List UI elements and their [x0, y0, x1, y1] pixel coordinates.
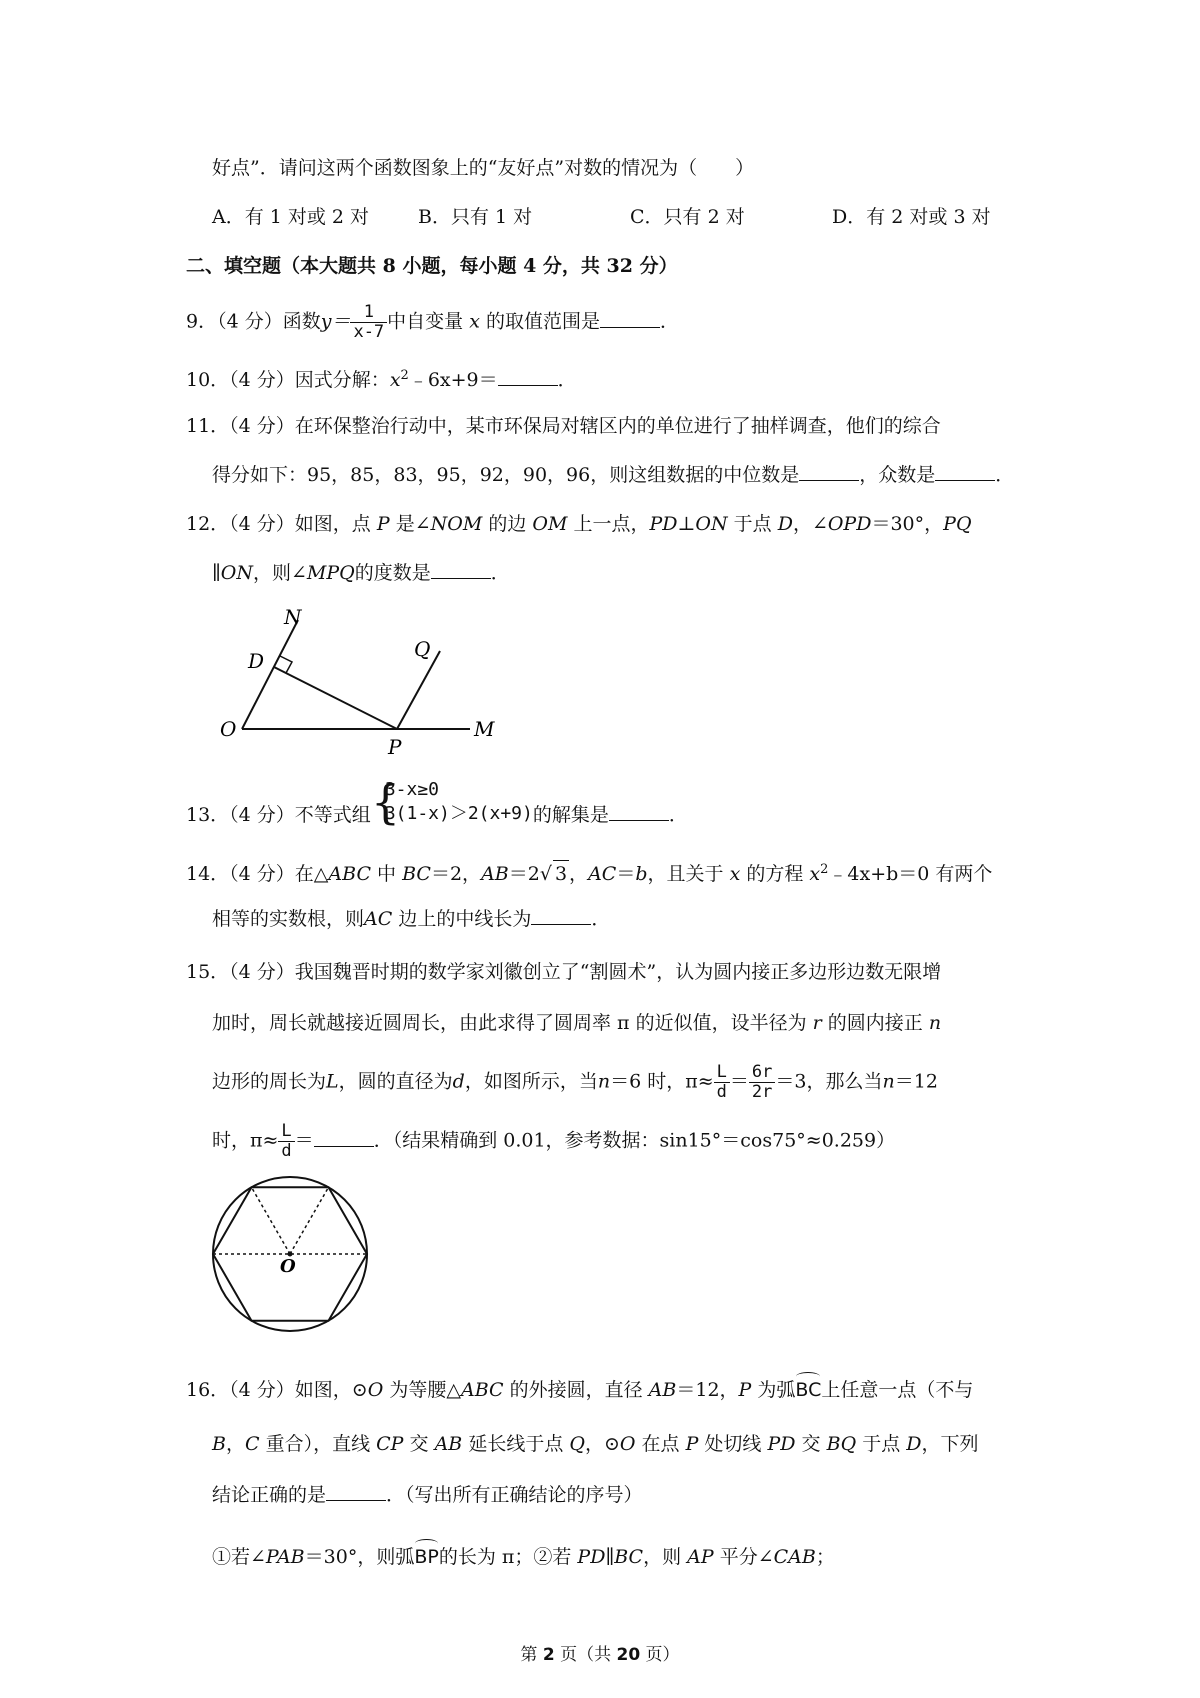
- q12-t7: ，∠: [792, 513, 828, 535]
- q12-t11: 的度数是: [354, 562, 431, 584]
- q11-text-b: ，众数是: [859, 464, 936, 486]
- q16-t16: ，下列: [921, 1433, 979, 1455]
- q16-D: D: [906, 1433, 922, 1455]
- q12-t6: 于点: [733, 513, 772, 535]
- frac-den: 2r: [749, 1082, 775, 1102]
- q16-t12: 在点: [641, 1433, 680, 1455]
- question-16-line1: [186, 1377, 973, 1403]
- segment-PD: [274, 667, 397, 729]
- footer-text-c: 页）: [640, 1645, 680, 1665]
- question-13: [186, 775, 688, 840]
- fraction-6r-over-2r: [749, 1063, 775, 1102]
- figure-12-diagram: [212, 606, 512, 756]
- q12-OPD: OPD: [827, 513, 872, 535]
- question-14-line2: [212, 906, 610, 932]
- q16-t4: ＝12，: [676, 1379, 739, 1401]
- q11-text-a: 得分如下：95，85，83，95，92，90，96，则这组数据的中位数是: [212, 464, 800, 486]
- answer-blank: [498, 367, 558, 386]
- answer-blank: [799, 462, 859, 481]
- arc-BP: BP: [414, 1546, 439, 1568]
- frac-den: d: [278, 1141, 294, 1161]
- q12-t9: ∥: [212, 562, 221, 584]
- q9-fraction-den: x-7: [350, 322, 387, 342]
- q12-end: ．: [490, 562, 510, 584]
- choice-a: A．有 1 对或 2 对: [212, 206, 370, 228]
- q15-n3: n: [882, 1070, 895, 1093]
- q16-t7: ，: [225, 1433, 245, 1455]
- answer-blank: [935, 462, 995, 481]
- q12-D: D: [777, 513, 793, 535]
- q16-t8: 重合），直线: [265, 1433, 371, 1455]
- q12-OM: OM: [532, 513, 568, 535]
- label-O: O: [220, 717, 237, 741]
- q16-t24: 平分∠: [719, 1546, 774, 1568]
- q15-t7: ＝3，那么当: [775, 1070, 883, 1093]
- answer-blank: [314, 1128, 374, 1147]
- q15-t11: ．（结果精确到 0.01，参考数据：sin15°＝cos75°≈0.259）: [373, 1129, 896, 1152]
- q12-t5: ⊥: [677, 513, 696, 535]
- q14-t1: 14．（4 分）在△: [186, 863, 329, 885]
- q10-end: ．: [557, 369, 577, 391]
- footer-text-a: 第: [520, 1645, 543, 1665]
- figure-15-diagram: [208, 1172, 372, 1336]
- q10-x: x: [389, 369, 401, 391]
- q9-suffix: 中自变量: [387, 310, 464, 333]
- q12-NOM: NOM: [430, 513, 483, 535]
- q10-prefix: 10．（4 分）因式分解：: [186, 369, 390, 391]
- q15-d: d: [452, 1070, 465, 1093]
- q16-P: P: [738, 1379, 752, 1401]
- q16-t2: 为等腰△: [389, 1379, 461, 1401]
- q14-t3: ＝2，: [430, 863, 482, 885]
- frac-den: d: [714, 1082, 730, 1102]
- q15-t6: ＝6 时，π≈: [610, 1070, 714, 1093]
- q9-fraction-num: 1: [363, 302, 374, 322]
- q14-t8: 的方程: [746, 863, 804, 885]
- q15-n2: n: [597, 1070, 611, 1093]
- q15-r: r: [812, 1012, 822, 1034]
- q11-end: ．: [995, 464, 1015, 486]
- q14-t10: 相等的实数根，则: [212, 908, 365, 930]
- frac-num: 6r: [751, 1062, 773, 1082]
- q9-fraction: [350, 303, 387, 342]
- footer-text-b: 页（共: [554, 1645, 617, 1665]
- q16-BQ: BQ: [826, 1433, 857, 1455]
- question-16-line4: [212, 1544, 835, 1570]
- q16-t9: 交: [409, 1433, 429, 1455]
- answer-blank: [326, 1482, 386, 1501]
- q12-ON: ON: [695, 513, 728, 535]
- question-11-line1: 11．（4 分）在环保整治行动中，某市环保局对辖区内的单位进行了抽样调查，他们的综合: [186, 415, 941, 437]
- q14-ABC: ABC: [328, 863, 371, 885]
- q14-t2: 中: [377, 863, 397, 885]
- q12-t4: 上一点，: [573, 513, 650, 535]
- q15-n: n: [928, 1012, 942, 1034]
- inequality-2: 3(1-x)＞2(x+9): [384, 803, 533, 824]
- q14-t4: ＝2: [508, 863, 540, 885]
- answer-blank: [600, 309, 660, 328]
- q15-t5: ，如图所示，当: [464, 1070, 598, 1093]
- q16-t19: ①若∠: [212, 1546, 266, 1568]
- q15-t2: 的圆内接正: [827, 1012, 923, 1034]
- choice-c: C．只有 2 对: [630, 206, 745, 228]
- sqrt-sign: √: [539, 863, 552, 885]
- fraction-L-over-d: [714, 1063, 730, 1102]
- answer-blank: [431, 560, 491, 579]
- question-9: [186, 303, 679, 342]
- q16-CP: CP: [376, 1433, 404, 1455]
- q16-t5: 为弧: [757, 1379, 796, 1401]
- q14-t6: ＝: [616, 863, 636, 885]
- q12-t8: ＝30°，: [871, 513, 944, 535]
- question-16-line3: [212, 1482, 643, 1508]
- q14-AB: AB: [481, 863, 509, 885]
- page-footer: [0, 1640, 1200, 1665]
- q16-t25: ；: [815, 1546, 835, 1568]
- q14-BC: BC: [402, 863, 431, 885]
- q9-y: y＝: [320, 310, 351, 333]
- q16-t14: 交: [801, 1433, 821, 1455]
- q16-t6: 上任意一点（不与: [821, 1379, 974, 1401]
- label-M: M: [474, 717, 495, 741]
- inequality-1: 3-x≥0: [384, 779, 439, 800]
- q12-ON-2: ON: [220, 562, 253, 584]
- label-O: O: [280, 1256, 296, 1277]
- q16-BC: BC: [614, 1546, 644, 1568]
- q8-tail-text: 好点”．请问这两个函数图象上的“友好点”对数的情况为（ ）: [212, 157, 755, 179]
- question-15-line4: [212, 1122, 895, 1161]
- q10-expr: ﹣6x+9＝: [408, 369, 498, 391]
- label-P: P: [388, 735, 402, 756]
- q14-t9: ﹣4x+b＝0 有两个: [828, 863, 993, 885]
- q12-PQ: PQ: [943, 513, 972, 535]
- q12-t10: ，则∠: [252, 562, 307, 584]
- q14-x: x: [729, 863, 741, 885]
- q12-PD: PD: [649, 513, 678, 535]
- frac-num: L: [281, 1121, 292, 1141]
- ray-PQ: [397, 651, 440, 729]
- q14-end: ．: [591, 908, 611, 930]
- q14-x2: x: [809, 863, 821, 885]
- dashed-radius-right: [290, 1187, 329, 1254]
- q15-L: L: [326, 1070, 339, 1093]
- q16-t1: 16．（4 分）如图，⊙: [186, 1379, 368, 1401]
- q15-t4: ，圆的直径为: [338, 1070, 453, 1093]
- q16-t13: 处切线: [704, 1433, 762, 1455]
- q14-AC-2: AC: [364, 908, 393, 930]
- q15-t10: ＝: [294, 1129, 314, 1152]
- label-D: D: [248, 649, 265, 673]
- q16-O: O: [367, 1379, 384, 1401]
- q16-P-2: P: [685, 1433, 699, 1455]
- section-title: 二、填空题（本大题共 8 小题，每小题 4 分，共 32 分）: [186, 255, 678, 277]
- q12-P: P: [376, 513, 390, 535]
- question-15-line1: 15．（4 分）我国魏晋时期的数学家刘徽创立了“割圆术”，认为圆内接正多边形边数无限增: [186, 961, 942, 983]
- q13-suffix: 的解集是: [532, 804, 609, 826]
- fraction-L-over-d-2: [278, 1122, 294, 1161]
- q15-t9: 时，π≈: [212, 1129, 279, 1152]
- choice-b: B．只有 1 对: [418, 206, 533, 228]
- question-10: [186, 363, 577, 393]
- question-12-line2: [212, 560, 510, 586]
- q15-t3: 边形的周长为: [212, 1070, 327, 1093]
- q16-t22: ∥: [605, 1546, 615, 1568]
- q15-eq: ＝: [729, 1070, 749, 1093]
- q16-t17: 结论正确的是: [212, 1484, 327, 1506]
- q13-prefix: 13．（4 分）不等式组: [186, 804, 371, 826]
- choice-d: D．有 2 对或 3 对: [832, 206, 991, 228]
- q16-t3: 的外接圆，直径: [509, 1379, 643, 1401]
- q14-t11: 边上的中线长为: [398, 908, 532, 930]
- q14-root: 3: [553, 860, 569, 887]
- q16-PAB: PAB: [265, 1546, 305, 1568]
- q16-t15: 于点: [862, 1433, 901, 1455]
- q10-exponent: 2: [400, 368, 409, 383]
- question-15-line2: [212, 1010, 941, 1036]
- label-N: N: [284, 606, 302, 629]
- arc-BC: BC: [795, 1379, 822, 1401]
- inequality-system: [370, 775, 533, 829]
- q14-exp: 2: [820, 862, 829, 877]
- q16-t18: ．（写出所有正确结论的序号）: [386, 1484, 643, 1506]
- q12-t1: 12．（4 分）如图，点: [186, 513, 371, 535]
- q15-t1: 加时，周长就越接近圆周长，由此求得了圆周率 π 的近似值，设半径为: [212, 1012, 807, 1034]
- page-number: 2: [542, 1645, 555, 1665]
- question-11-line2: [212, 462, 1014, 488]
- question-15-line3: [212, 1063, 938, 1102]
- q16-t23: ，则: [643, 1546, 682, 1568]
- q16-CAB: CAB: [773, 1546, 816, 1568]
- q16-AP: AP: [687, 1546, 714, 1568]
- q16-PD-2: PD: [577, 1546, 606, 1568]
- q14-AC: AC: [588, 863, 617, 885]
- q16-t11: ，⊙: [584, 1433, 620, 1455]
- question-12-line1: [186, 511, 972, 537]
- label-Q: Q: [414, 637, 431, 661]
- question-14-line1: [186, 857, 992, 887]
- q16-t10: 延长线于点: [468, 1433, 564, 1455]
- q9-suffix2: 的取值范围是: [486, 310, 601, 333]
- answer-blank: [531, 906, 591, 925]
- q16-PD: PD: [767, 1433, 796, 1455]
- total-pages: 20: [616, 1645, 641, 1665]
- q12-t3: 的边: [488, 513, 527, 535]
- q9-x: x: [469, 310, 480, 333]
- q16-AB-2: AB: [434, 1433, 463, 1455]
- q16-B: B: [212, 1433, 226, 1455]
- q14-t5: ，: [569, 863, 589, 885]
- q15-t8: ＝12: [894, 1070, 938, 1093]
- q16-ABC: ABC: [460, 1379, 504, 1401]
- q16-Q: Q: [569, 1433, 585, 1455]
- q14-b: b: [635, 863, 648, 885]
- answer-blank: [609, 802, 669, 821]
- q16-AB: AB: [648, 1379, 677, 1401]
- q12-t2: 是∠: [395, 513, 431, 535]
- question-16-line2: [212, 1431, 979, 1457]
- q14-t7: ，且关于: [647, 863, 724, 885]
- brace-symbol: {: [370, 775, 401, 829]
- q16-t20: ＝30°，则弧: [304, 1546, 415, 1568]
- q16-C: C: [244, 1433, 260, 1455]
- q12-MPQ: MPQ: [306, 562, 355, 584]
- q9-end: ．: [660, 310, 680, 333]
- dashed-radius-left: [252, 1187, 291, 1254]
- q16-t21: 的长为 π；②若: [438, 1546, 572, 1568]
- q9-prefix: 9．（4 分）函数: [186, 310, 321, 333]
- q16-O-2: O: [619, 1433, 636, 1455]
- q13-end: ．: [668, 804, 688, 826]
- frac-num: L: [716, 1062, 727, 1082]
